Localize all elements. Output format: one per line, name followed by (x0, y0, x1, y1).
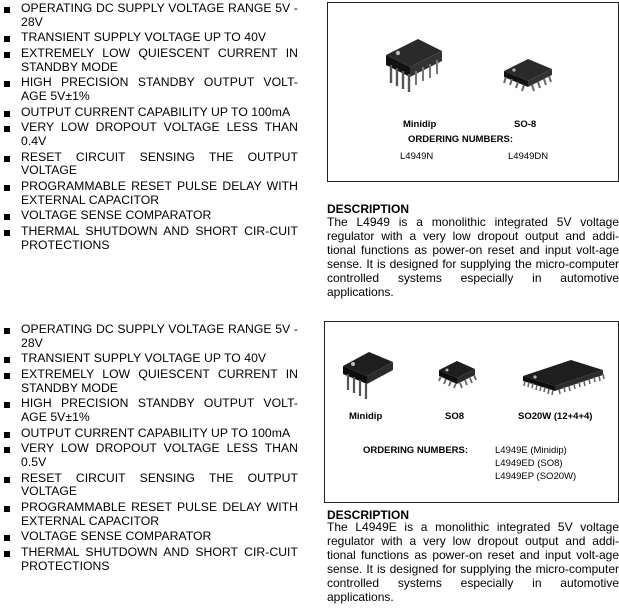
feature-item: PROGRAMMABLE RESET PULSE DELAY WITH EXTERNAL CAPACITOR (4, 180, 298, 207)
feature-item: EXTREMELY LOW QUIESCENT CURRENT IN STANDBY MODE (4, 368, 298, 395)
feature-item: TRANSIENT SUPPLY VOLTAGE UP TO 40V (4, 31, 298, 45)
description-heading: DESCRIPTION (327, 508, 410, 522)
feature-item: OPERATING DC SUPPLY VOLTAGE RANGE 5V - 28V (4, 2, 298, 29)
feature-item: RESET CIRCUIT SENSING THE OUTPUT VOLTAGE (4, 151, 298, 178)
feature-item: EXTREMELY LOW QUIESCENT CURRENT IN STANDBY MODE (4, 47, 298, 74)
so8-package-icon (435, 358, 479, 392)
feature-item: TRANSIENT SUPPLY VOLTAGE UP TO 40V (4, 352, 298, 366)
package-label: Minidip (403, 119, 437, 130)
so8-package-icon (498, 55, 558, 95)
ordering-code: L4949E (Minidip) (495, 445, 567, 456)
so20w-package-icon (519, 358, 607, 396)
feature-item: THERMAL SHUTDOWN AND SHORT CIR-CUIT PROTECTIONS (4, 225, 298, 252)
package-box-top (327, 2, 619, 182)
ordering-code: L4949DN (508, 151, 549, 162)
feature-item: OUTPUT CURRENT CAPABILITY UP TO 100mA (4, 106, 298, 120)
minidip-package-icon (339, 350, 397, 400)
ordering-code: L4949EP (SO20W) (495, 471, 577, 482)
package-label: SO-8 (514, 119, 537, 130)
description-heading: DESCRIPTION (327, 202, 410, 216)
package-label: SO8 (445, 411, 465, 422)
package-label: Minidip (349, 411, 383, 422)
package-box-bottom (324, 321, 619, 503)
feature-item: THERMAL SHUTDOWN AND SHORT CIR-CUIT PROTECTIONS (4, 546, 298, 573)
minidip-package-icon (378, 37, 448, 97)
feature-item: VOLTAGE SENSE COMPARATOR (4, 209, 298, 223)
ordering-title: ORDERING NUMBERS: (363, 445, 469, 456)
package-label: SO20W (12+4+4) (518, 411, 593, 422)
feature-list-bottom (4, 323, 298, 575)
feature-item: OUTPUT CURRENT CAPABILITY UP TO 100mA (4, 427, 298, 441)
feature-item: PROGRAMMABLE RESET PULSE DELAY WITH EXTERNAL CAPACITOR (4, 501, 298, 528)
feature-item: HIGH PRECISION STANDBY OUTPUT VOLT-AGE 5V±1% (4, 397, 298, 424)
feature-item: VERY LOW DROPOUT VOLTAGE LESS THAN 0.4V (4, 121, 298, 148)
feature-item: RESET CIRCUIT SENSING THE OUTPUT VOLTAGE (4, 472, 298, 499)
feature-item: VERY LOW DROPOUT VOLTAGE LESS THAN 0.5V (4, 442, 298, 469)
ordering-title: ORDERING NUMBERS: (408, 134, 514, 145)
feature-item: OPERATING DC SUPPLY VOLTAGE RANGE 5V - 28V (4, 323, 298, 350)
feature-item: VOLTAGE SENSE COMPARATOR (4, 530, 298, 544)
feature-item: HIGH PRECISION STANDBY OUTPUT VOLT-AGE 5V±1% (4, 76, 298, 103)
ordering-code: L4949N (400, 151, 434, 162)
description-text: The L4949E is a monolithic integrated 5V voltage regulator with a very low dropout output and addi-tional functions as power-on reset and input volt-age sense. It is designed for supplying the micro-computer controlled systems especially in automotive applications. (327, 520, 619, 604)
ordering-code: L4949ED (SO8) (495, 458, 563, 469)
description-text: The L4949 is a monolithic integrated 5V voltage regulator with a very low dropout output and addi-tional functions as power-on reset and input volt-age sense. It is designed for supplying the micro-computer controlled systems especially in automotive applications. (327, 215, 619, 299)
feature-list-top (4, 2, 298, 254)
